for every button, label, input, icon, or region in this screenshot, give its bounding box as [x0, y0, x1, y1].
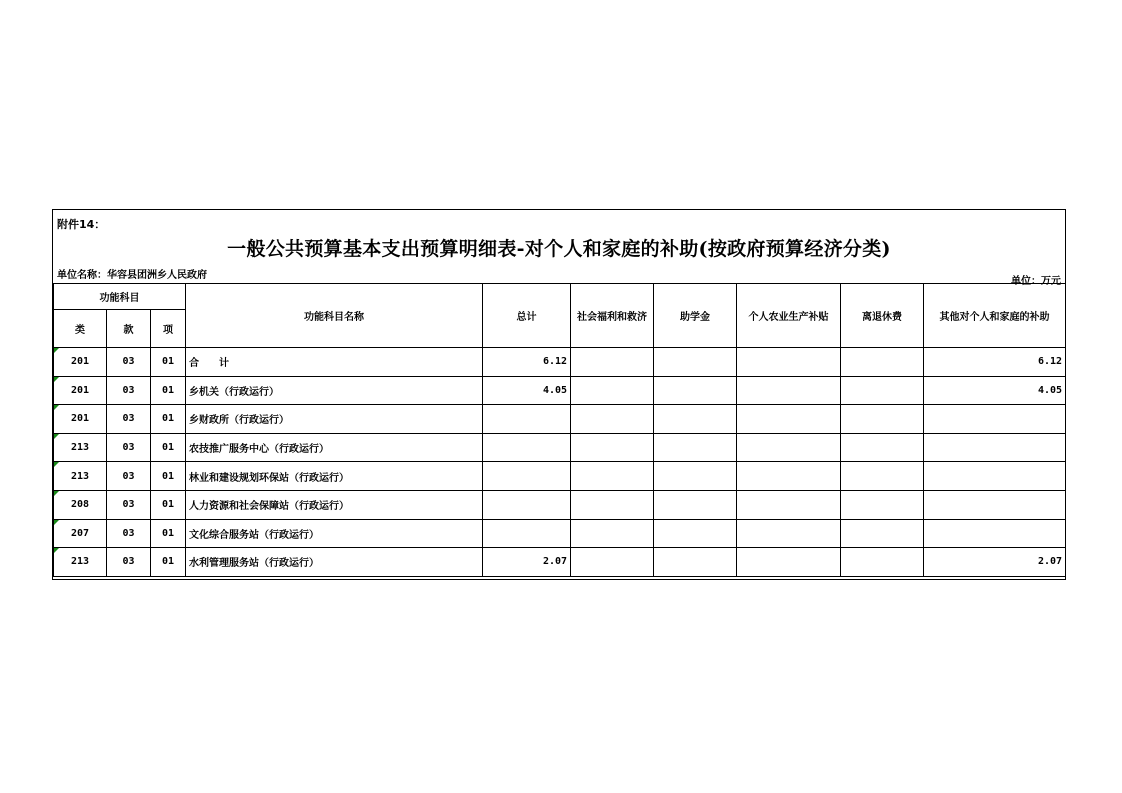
- cell-retirement: [841, 348, 924, 377]
- cell-function-name: 乡机关（行政运行）: [186, 376, 483, 405]
- cell-xiang: 01: [151, 348, 186, 377]
- cell-kuan: 03: [107, 462, 151, 491]
- cell-xiang: 01: [151, 376, 186, 405]
- cell-xiang: 01: [151, 462, 186, 491]
- cell-kuan: 03: [107, 519, 151, 548]
- cell-scholarship: [654, 376, 737, 405]
- cell-agri-subsidy: [737, 376, 841, 405]
- cell-social-welfare: [571, 519, 654, 548]
- budget-sheet: [52, 209, 1066, 580]
- cell-lei: 201: [54, 348, 107, 377]
- unit-name-label: 单位名称：华容县团洲乡人民政府: [57, 270, 207, 281]
- cell-scholarship: [654, 348, 737, 377]
- cell-function-name: 乡财政所（行政运行）: [186, 405, 483, 434]
- cell-other-subsidy: [924, 405, 1066, 434]
- cell-xiang: 01: [151, 519, 186, 548]
- cell-function-name: 人力资源和社会保障站（行政运行）: [186, 490, 483, 519]
- header-function-group: 功能科目: [54, 284, 186, 310]
- cell-retirement: [841, 548, 924, 577]
- cell-function-name: 林业和建设规划环保站（行政运行）: [186, 462, 483, 491]
- table-row: [54, 462, 1066, 491]
- cell-retirement: [841, 519, 924, 548]
- cell-agri-subsidy: [737, 519, 841, 548]
- currency-unit-label: 单位：万元: [1011, 276, 1061, 287]
- cell-kuan: 03: [107, 433, 151, 462]
- cell-xiang: 01: [151, 548, 186, 577]
- cell-social-welfare: [571, 548, 654, 577]
- table-row: [54, 405, 1066, 434]
- cell-kuan: 03: [107, 405, 151, 434]
- cell-total: [483, 490, 571, 519]
- cell-agri-subsidy: [737, 348, 841, 377]
- cell-other-subsidy: [924, 519, 1066, 548]
- header-other-subsidy: 其他对个人和家庭的补助: [924, 284, 1066, 348]
- cell-social-welfare: [571, 405, 654, 434]
- cell-scholarship: [654, 519, 737, 548]
- page-title: 一般公共预算基本支出预算明细表-对个人和家庭的补助(按政府预算经济分类): [227, 238, 891, 260]
- cell-lei: 213: [54, 433, 107, 462]
- cell-social-welfare: [571, 376, 654, 405]
- cell-kuan: 03: [107, 348, 151, 377]
- cell-function-name: 合 计: [186, 348, 483, 377]
- cell-scholarship: [654, 405, 737, 434]
- header-function-name: 功能科目名称: [186, 284, 483, 348]
- header-lei: 类: [54, 310, 107, 348]
- table-row: [54, 348, 1066, 377]
- cell-xiang: 01: [151, 490, 186, 519]
- cell-total: [483, 519, 571, 548]
- cell-social-welfare: [571, 490, 654, 519]
- table-row: [54, 376, 1066, 405]
- cell-other-subsidy: [924, 462, 1066, 491]
- cell-function-name: 文化综合服务站（行政运行）: [186, 519, 483, 548]
- cell-total: 2.07: [483, 548, 571, 577]
- header-xiang: 项: [151, 310, 186, 348]
- cell-retirement: [841, 405, 924, 434]
- cell-scholarship: [654, 462, 737, 491]
- cell-function-name: 水利管理服务站（行政运行）: [186, 548, 483, 577]
- cell-agri-subsidy: [737, 462, 841, 491]
- cell-scholarship: [654, 490, 737, 519]
- budget-table: [53, 283, 1066, 577]
- cell-lei: 201: [54, 405, 107, 434]
- header-kuan: 款: [107, 310, 151, 348]
- cell-lei: 213: [54, 548, 107, 577]
- cell-total: [483, 462, 571, 491]
- cell-total: [483, 433, 571, 462]
- attachment-label: 附件14：: [57, 218, 106, 231]
- cell-scholarship: [654, 548, 737, 577]
- cell-other-subsidy: 4.05: [924, 376, 1066, 405]
- cell-kuan: 03: [107, 490, 151, 519]
- cell-agri-subsidy: [737, 490, 841, 519]
- cell-total: [483, 405, 571, 434]
- cell-lei: 207: [54, 519, 107, 548]
- header-retirement: 离退休费: [841, 284, 924, 348]
- cell-scholarship: [654, 433, 737, 462]
- cell-retirement: [841, 490, 924, 519]
- cell-agri-subsidy: [737, 548, 841, 577]
- cell-social-welfare: [571, 348, 654, 377]
- table-row: [54, 490, 1066, 519]
- bottom-border: [53, 576, 1065, 577]
- header-social-welfare: 社会福利和救济: [571, 284, 654, 348]
- cell-total: 6.12: [483, 348, 571, 377]
- cell-kuan: 03: [107, 376, 151, 405]
- cell-kuan: 03: [107, 548, 151, 577]
- table-row: [54, 519, 1066, 548]
- cell-other-subsidy: 6.12: [924, 348, 1066, 377]
- cell-lei: 213: [54, 462, 107, 491]
- header-total: 总计: [483, 284, 571, 348]
- cell-lei: 201: [54, 376, 107, 405]
- cell-retirement: [841, 433, 924, 462]
- cell-lei: 208: [54, 490, 107, 519]
- cell-retirement: [841, 376, 924, 405]
- cell-agri-subsidy: [737, 433, 841, 462]
- header-scholarship: 助学金: [654, 284, 737, 348]
- cell-agri-subsidy: [737, 405, 841, 434]
- cell-other-subsidy: 2.07: [924, 548, 1066, 577]
- cell-other-subsidy: [924, 490, 1066, 519]
- cell-other-subsidy: [924, 433, 1066, 462]
- cell-social-welfare: [571, 462, 654, 491]
- cell-social-welfare: [571, 433, 654, 462]
- cell-total: 4.05: [483, 376, 571, 405]
- cell-xiang: 01: [151, 405, 186, 434]
- cell-xiang: 01: [151, 433, 186, 462]
- cell-retirement: [841, 462, 924, 491]
- cell-function-name: 农技推广服务中心（行政运行）: [186, 433, 483, 462]
- table-row: [54, 433, 1066, 462]
- table-row: [54, 548, 1066, 577]
- header-agri-subsidy: 个人农业生产补贴: [737, 284, 841, 348]
